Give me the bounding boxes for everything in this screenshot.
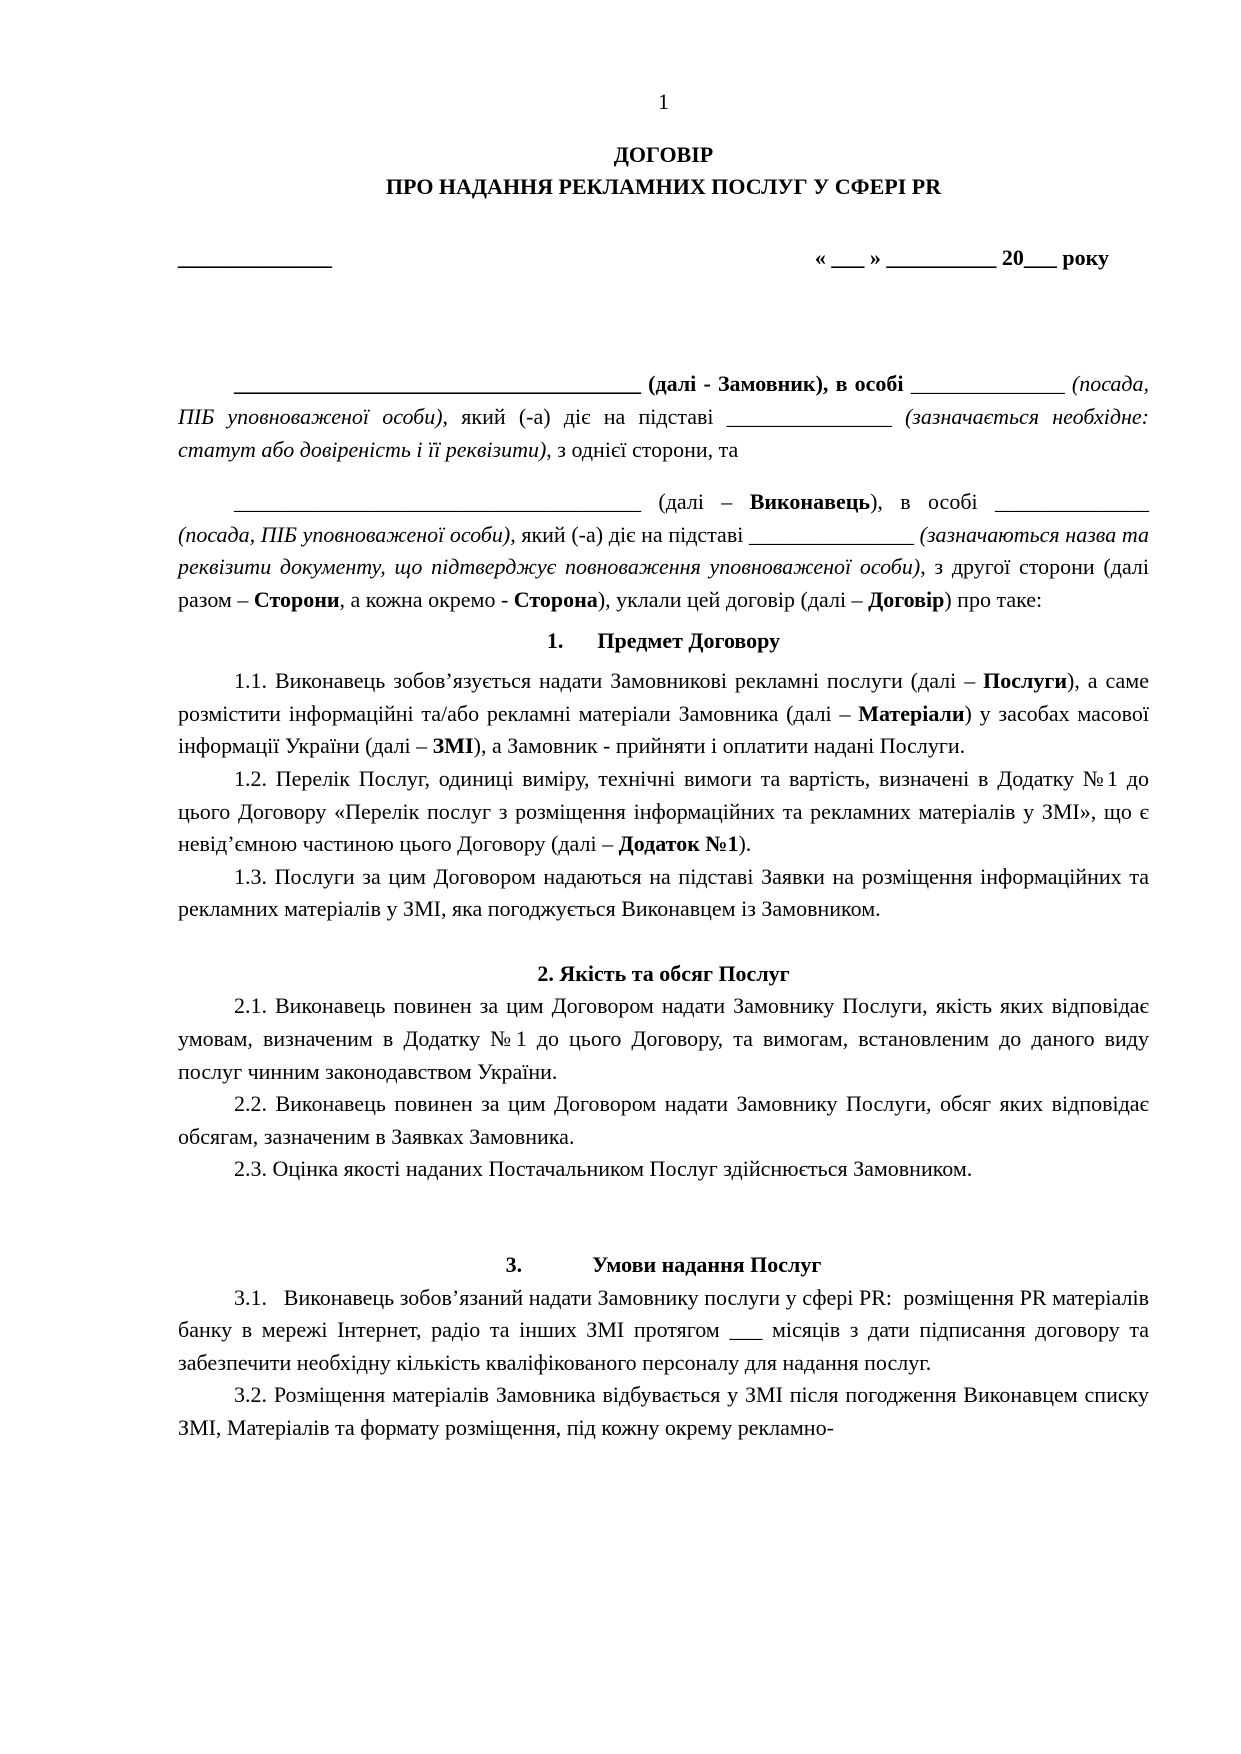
customer-position-hint: (посада, ПІБ уповноваженої особи) <box>178 371 1150 429</box>
clause-3-2: 3.2. Розміщення матеріалів Замовника відбувається у ЗМІ після погодження Виконавцем списку ЗМІ, Матеріалів та формату розміщення, під кожну окрему рекламно- <box>178 1382 1149 1440</box>
customer-name-blank: _____________________________________ <box>234 371 641 397</box>
clause-3-1: 3.1. Виконавець зобов’язаний надати Замовнику послуги у сфері PR: розміщення PR матеріалів банку в мережі Інтернет, радіо та інших ЗМІ протягом ___ місяців з дати підписання договору та забезпечити необхідну кількість кваліфікованого персоналу для надання послуг. <box>178 1284 1155 1375</box>
party-customer: _____________________________________ (далі - Замовник), в особі ______________ (посада, ПІБ уповноваженої особи), який (-а) діє на підставі _______________ (зазначається необхідне: статут або довіреність і її реквізити), з однієї сторони, та <box>178 371 1150 462</box>
clause-1-2: 1.2. Перелік Послуг, одиниці виміру, технічні вимоги та вартість, визначені в Додатку №1 до цього Договору «Перелік послуг з розміщення інформаційних та рекламних матеріалів у ЗМІ», що є невід’ємною частиною цього Договору (далі – Додаток №1). <box>178 765 1149 857</box>
clause-2-2: 2.2. Виконавець повинен за цим Договором надати Замовнику Послуги, обсяг яких відповідає обсягам, зазначеним в Заявках Замовника. <box>178 1091 1149 1149</box>
clause-1-3: 1.3. Послуги за цим Договором надаються на підставі Заявки на розміщення інформаційних та рекламних матеріалів у ЗМІ, яка погоджується Виконавцем із Замовником. <box>178 863 1149 922</box>
contractor-label: Виконавець <box>749 489 871 515</box>
date-blank: « ___ » __________ 20___ року <box>814 244 1109 270</box>
customer-label: Замовник <box>717 371 816 397</box>
section-2-heading: 2. Якість та обсяг Послуг <box>537 960 790 986</box>
place-blank: ______________ <box>178 244 332 270</box>
section-3-heading: 3. Умови надання Послуг <box>505 1252 822 1278</box>
date-line <box>178 242 1149 275</box>
clause-1-1: 1.1. Виконавець зобов’язується надати Замовникові рекламні послуги (далі – Послуги), а саме розмістити інформаційні та/або рекламні матеріали Замовника (далі – Матеріали) у засобах масової інформації України (далі – ЗМІ), а Замовник - прийняти і оплатити надані Послуги. <box>178 668 1150 759</box>
page-number: 1 <box>658 89 669 114</box>
clause-2-3: 2.3. Оцінка якості наданих Постачальником Послуг здійснюється Замовником. <box>234 1156 973 1182</box>
contractor-position-hint: (посада, ПІБ уповноваженої особи), <box>178 521 516 547</box>
contract-subtitle: ПРО НАДАННЯ РЕКЛАМНИХ ПОСЛУГ У СФЕРІ PR <box>385 174 942 200</box>
contract-title: ДОГОВІР <box>613 141 714 167</box>
section-1-heading: 1. Предмет Договору <box>546 627 781 653</box>
party-contractor: _____________________________________ (далі – Виконавець), в особі ______________ (посада, ПІБ уповноваженої особи), який (-а) діє на підставі _______________ (зазначаються назва та реквізити документу, що підтверджує повноваження уповноваженої особи), з другої сторони (далі разом – Сторони, а кожна окремо - Сторона), уклали цей договір (далі – Договір) про таке: <box>178 489 1150 612</box>
contractor-name-blank: _____________________________________ <box>234 489 641 515</box>
clause-2-1: 2.1. Виконавець повинен за цим Договором надати Замовнику Послуги, якість яких відповідає умовам, визначеним в Додатку №1 до цього Договору, та вимогам, встановленим до даного виду послуг чинним законодавством України. <box>178 993 1149 1084</box>
customer-basis-hint: (зазначається необхідне: статут або довіреність і її реквізити) <box>178 403 1149 462</box>
contractor-basis-hint: (зазначаються назва та реквізити документу, що підтверджує повноваження уповноваженої особи) <box>178 521 1150 580</box>
